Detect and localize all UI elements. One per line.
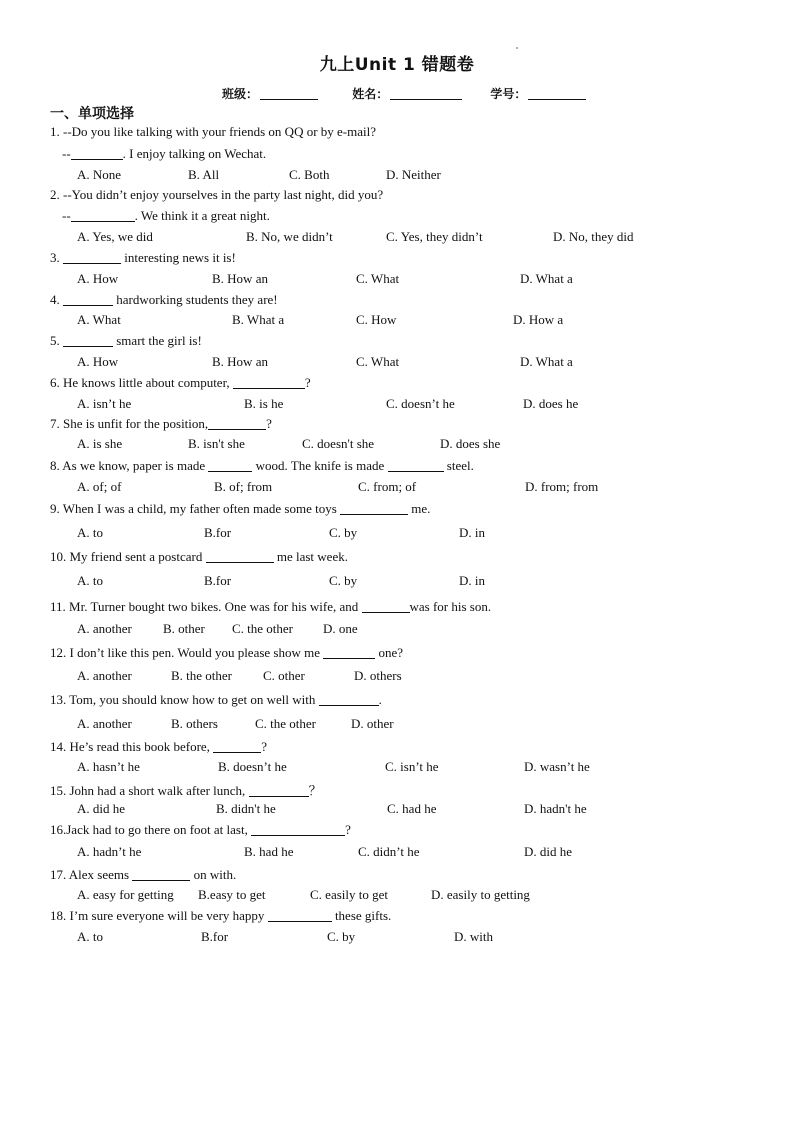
question-text-end: me. bbox=[408, 501, 431, 516]
question-8 bbox=[50, 458, 474, 474]
option-a: A. How bbox=[77, 354, 119, 369]
option-a: A. to bbox=[77, 525, 103, 540]
answer-blank-2 bbox=[388, 459, 444, 472]
question-13 bbox=[50, 692, 382, 708]
option-b: B.for bbox=[204, 573, 232, 588]
option-a: A. None bbox=[77, 167, 122, 182]
option-d: D. in bbox=[459, 573, 485, 588]
option-d: D. does she bbox=[440, 436, 501, 451]
class-blank bbox=[260, 87, 318, 100]
option-a: A. hadn’t he bbox=[77, 844, 142, 859]
option-d: D. in bbox=[459, 525, 485, 540]
option-b: B. others bbox=[171, 716, 218, 731]
option-d: D. other bbox=[351, 716, 394, 731]
option-b: B. of; from bbox=[214, 479, 273, 494]
option-d: D. How a bbox=[513, 312, 564, 327]
question-1 bbox=[50, 124, 376, 140]
question-2 bbox=[50, 187, 383, 203]
option-c: C. other bbox=[263, 668, 305, 683]
option-d: D. What a bbox=[520, 271, 573, 286]
student-info-line bbox=[222, 85, 586, 102]
answer-blank-1 bbox=[208, 459, 252, 472]
option-a: A. How bbox=[77, 271, 119, 286]
option-c: C. doesn't she bbox=[302, 436, 375, 451]
option-b: B. How an bbox=[212, 354, 268, 369]
option-b: B. What a bbox=[232, 312, 285, 327]
page-title: 九上Unit 1 错题卷 bbox=[319, 55, 475, 75]
question-text: 7. She is unfit for the position, bbox=[50, 416, 209, 431]
option-c: C. the other bbox=[255, 716, 317, 731]
question-2-reply bbox=[62, 208, 270, 224]
question-text-end: was for his son. bbox=[409, 599, 492, 614]
question-11 bbox=[50, 599, 491, 615]
question-text: 6. He knows little about computer, bbox=[50, 375, 233, 390]
option-d: D. What a bbox=[520, 354, 573, 369]
scan-speck bbox=[516, 47, 518, 49]
option-c: C. the other bbox=[232, 621, 294, 636]
option-a: A. What bbox=[77, 312, 121, 327]
question-text: 14. He’s read this book before, bbox=[50, 739, 214, 754]
section-title: 一、单项选择 bbox=[50, 106, 134, 122]
option-b: B. the other bbox=[171, 668, 233, 683]
question-10 bbox=[50, 549, 348, 565]
option-b: B. doesn’t he bbox=[218, 759, 287, 774]
option-c: C. How bbox=[356, 312, 397, 327]
question-6 bbox=[50, 375, 311, 391]
option-d: D. No, they did bbox=[553, 229, 634, 244]
question-text: 10. My friend sent a postcard bbox=[50, 549, 206, 564]
option-d: D. one bbox=[323, 621, 358, 636]
option-b: B. How an bbox=[212, 271, 268, 286]
option-a: A. another bbox=[77, 716, 132, 731]
question-text: 12. I don’t like this pen. Would you please show me bbox=[50, 645, 324, 660]
option-a: A. of; of bbox=[77, 479, 122, 494]
option-c: C. Yes, they didn’t bbox=[386, 229, 483, 244]
question-text: 2. --You didn’t enjoy yourselves in the party last night, did you? bbox=[50, 187, 384, 202]
reply-prefix: -- bbox=[62, 208, 71, 223]
question-text: 15. John had a short walk after lunch, bbox=[50, 783, 249, 798]
question-text-mid: wood. The knife is made bbox=[252, 458, 388, 473]
answer-blank bbox=[268, 909, 332, 922]
question-14 bbox=[50, 739, 267, 755]
option-c: C. by bbox=[327, 929, 356, 944]
question-text: 9. When I was a child, my father often made some toys bbox=[50, 501, 341, 516]
question-text-end: interesting news it is! bbox=[121, 250, 236, 265]
question-text: 17. Alex seems bbox=[50, 867, 133, 882]
answer-blank bbox=[63, 334, 113, 347]
answer-blank bbox=[340, 502, 408, 515]
option-c: C. What bbox=[356, 354, 400, 369]
option-a: A. another bbox=[77, 668, 132, 683]
question-text-end: . bbox=[378, 692, 382, 707]
option-d: D. wasn’t he bbox=[524, 759, 590, 774]
option-a: A. to bbox=[77, 929, 103, 944]
answer-blank bbox=[208, 417, 266, 430]
option-c: C. isn’t he bbox=[385, 759, 439, 774]
option-b: B. isn't she bbox=[188, 436, 245, 451]
option-a: A. easy for getting bbox=[77, 887, 174, 902]
option-d: D. does he bbox=[523, 396, 579, 411]
question-text: 16.Jack had to go there on foot at last, bbox=[50, 822, 252, 837]
question-text-end: these gifts. bbox=[331, 908, 392, 923]
option-b: B. All bbox=[188, 167, 220, 182]
option-d: D. did he bbox=[524, 844, 573, 859]
question-text-end: me last week. bbox=[273, 549, 348, 564]
class-label: 班级： bbox=[222, 87, 259, 101]
question-16 bbox=[50, 822, 351, 838]
question-text-end: ? bbox=[345, 822, 351, 837]
reply-prefix: -- bbox=[62, 146, 71, 161]
answer-blank bbox=[63, 293, 113, 306]
answer-blank bbox=[206, 550, 274, 563]
option-c: C. Both bbox=[289, 167, 330, 182]
question-7 bbox=[50, 416, 272, 432]
option-c: C. by bbox=[329, 525, 358, 540]
question-17 bbox=[50, 867, 236, 883]
question-text-end: steel. bbox=[443, 458, 474, 473]
answer-blank bbox=[213, 740, 261, 753]
answer-blank bbox=[251, 823, 345, 836]
question-15 bbox=[50, 780, 322, 799]
option-a: A. hasn’t he bbox=[77, 759, 140, 774]
question-text: 8. As we know, paper is made bbox=[50, 458, 209, 473]
question-9 bbox=[50, 501, 430, 517]
answer-blank bbox=[319, 693, 379, 706]
question-4 bbox=[50, 292, 278, 308]
reply-text: . We think it a great night. bbox=[134, 208, 270, 223]
number-label: 学号： bbox=[490, 87, 527, 101]
question-text-end: hardworking students they are! bbox=[113, 292, 278, 307]
answer-blank bbox=[233, 376, 305, 389]
question-3 bbox=[50, 250, 236, 266]
question-text-end: one? bbox=[375, 645, 404, 660]
option-c: C. easily to get bbox=[310, 887, 388, 902]
option-d: D. Neither bbox=[386, 167, 441, 182]
option-a: A. is she bbox=[77, 436, 123, 451]
question-text: 1. --Do you like talking with your friends on QQ or by e-mail? bbox=[50, 124, 377, 139]
option-c: C. What bbox=[356, 271, 400, 286]
option-d: D. easily to getting bbox=[431, 887, 530, 902]
question-text-end: smart the girl is! bbox=[113, 333, 202, 348]
answer-blank bbox=[63, 251, 121, 264]
option-a: A. isn’t he bbox=[77, 396, 132, 411]
option-b: B. had he bbox=[244, 844, 294, 859]
number-blank bbox=[528, 87, 586, 100]
option-d: D. with bbox=[454, 929, 493, 944]
option-b: B. didn't he bbox=[216, 801, 276, 816]
option-d: D. from; from bbox=[525, 479, 599, 494]
question-text-end: ? bbox=[304, 375, 311, 390]
name-blank bbox=[390, 87, 462, 100]
answer-blank bbox=[249, 784, 309, 797]
option-b: B.for bbox=[204, 525, 232, 540]
option-a: A. did he bbox=[77, 801, 126, 816]
question-text-end: ？ bbox=[308, 783, 322, 798]
question-18 bbox=[50, 908, 391, 924]
option-c: C. didn’t he bbox=[358, 844, 420, 859]
option-c: C. had he bbox=[387, 801, 437, 816]
question-text: 18. I’m sure everyone will be very happy bbox=[50, 908, 268, 923]
option-d: D. hadn't he bbox=[524, 801, 587, 816]
question-text-end: ? bbox=[266, 416, 272, 431]
question-text: 5. bbox=[50, 333, 63, 348]
option-a: A. Yes, we did bbox=[77, 229, 153, 244]
question-text: 3. bbox=[50, 250, 63, 265]
question-1-reply bbox=[62, 146, 266, 162]
question-text: 11. Mr. Turner bought two bikes. One was for his wife, and bbox=[50, 599, 362, 614]
option-b: B. No, we didn’t bbox=[246, 229, 333, 244]
question-12 bbox=[50, 645, 403, 661]
name-label: 姓名： bbox=[352, 87, 389, 101]
option-d: D. others bbox=[354, 668, 402, 683]
question-text-end: on with. bbox=[190, 867, 237, 882]
question-text: 13. Tom, you should know how to get on well with bbox=[50, 692, 319, 707]
answer-blank bbox=[362, 600, 410, 613]
question-text-end: ? bbox=[261, 739, 267, 754]
option-b: B.easy to get bbox=[198, 887, 266, 902]
question-5 bbox=[50, 333, 202, 349]
option-b: B. other bbox=[163, 621, 205, 636]
answer-blank bbox=[71, 209, 135, 222]
option-c: C. doesn’t he bbox=[386, 396, 455, 411]
option-a: A. another bbox=[77, 621, 132, 636]
option-a: A. to bbox=[77, 573, 103, 588]
option-c: C. from; of bbox=[358, 479, 417, 494]
option-b: B. is he bbox=[244, 396, 284, 411]
option-b: B.for bbox=[201, 929, 229, 944]
answer-blank bbox=[132, 868, 190, 881]
question-text: 4. bbox=[50, 292, 63, 307]
reply-text: . I enjoy talking on Wechat. bbox=[122, 146, 267, 161]
answer-blank bbox=[323, 646, 375, 659]
answer-blank bbox=[71, 147, 123, 160]
option-c: C. by bbox=[329, 573, 358, 588]
